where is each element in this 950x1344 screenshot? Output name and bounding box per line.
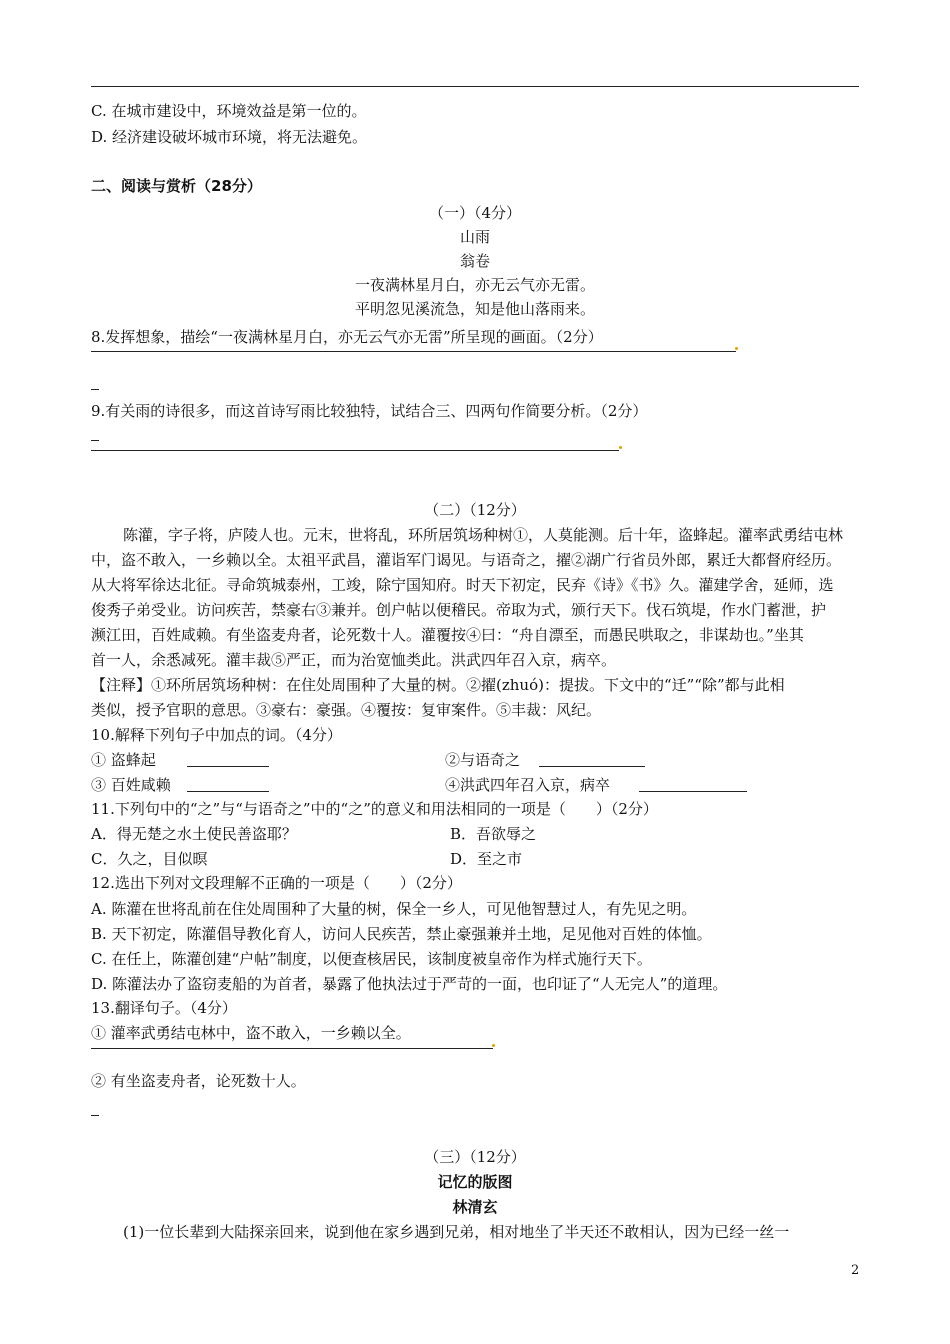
passage-line: 从大将军徐达北征。寻命筑城泰州，工竣，除宁国知府。时天下初定，民弃《诗》《书》久。灌建学舍，延师，选 [91, 576, 834, 594]
q10-item-4 [445, 775, 610, 795]
q11-option-b: B．吾欲辱之 [450, 825, 537, 843]
q11-option-c: C．久之，目似暝 [91, 850, 208, 868]
q10-blank-2[interactable] [539, 766, 645, 767]
question-11: 11.下列句中的“之”与“与语奇之”中的“之”的意义和用法相同的一项是（ ）（2分） [91, 800, 658, 818]
question-8: 8.发挥想象，描绘“一夜满林星月白，亦无云气亦无雷”所呈现的画面。（2分） [91, 328, 603, 346]
article-first-line: (1)一位长辈到大陆探亲回来，说到他在家乡遇到兄弟，相对地坐了半天还不敢相认，因为已经一丝一 [123, 1223, 790, 1241]
article-author: 林清玄 [452, 1198, 498, 1216]
q13-answer-dash-2 [91, 1115, 99, 1116]
question-9: 9.有关雨的诗很多，而这首诗写雨比较独特，试结合三、四两句作简要分析。（2分） [91, 402, 648, 420]
q11-option-a: A．得无楚之水土使民善盗耶？ [91, 825, 297, 843]
option-c: C. 在城市建设中，环境效益是第一位的。 [91, 102, 367, 120]
passage-line: 首一人，余悉减死。灌丰裁⑤严正，而为治宽恤类此。洪武四年召入京，病卒。 [91, 651, 617, 669]
poem-author: 翁卷 [459, 252, 490, 270]
q10-blank-1[interactable] [187, 766, 269, 767]
part1-label: （一）（4分） [428, 204, 522, 222]
q12-option-c: C. 在任上，陈灌创建“户帖”制度，以便查核居民，该制度被皇帝作为样式施行天下。 [91, 950, 652, 968]
passage-line: 陈灌，字子将，庐陵人也。元末，世将乱，环所居筑场种树①，人莫能测。后十年，盗蜂起。灌率武勇结屯林 [123, 526, 844, 544]
q10-item-3 [91, 775, 171, 795]
q12-option-b: B. 天下初定，陈灌倡导教化育人，访问人民疾苦，禁止豪强兼并土地，足见他对百姓的体恤。 [91, 925, 712, 943]
article-title: 记忆的版图 [437, 1173, 513, 1191]
answer-dash-9 [91, 440, 99, 441]
q10-blank-4[interactable] [639, 791, 747, 792]
poem-line-2: 平明忽见溪流急，知是他山落雨来。 [354, 300, 595, 318]
q12-option-d: D. 陈灌法办了盗窃麦船的为首者，暴露了他执法过于严苛的一面，也印证了“人无完人”的道理。 [91, 975, 728, 993]
q13-answer-line-1[interactable] [91, 1048, 493, 1049]
q13-item-2: ② 有坐盗麦舟者，论死数十人。 [91, 1072, 306, 1090]
notes-line-2: 类似，授予官职的意思。③豪右：豪强。④覆按：复审案件。⑤丰裁：风纪。 [91, 701, 602, 719]
q10-item-1-text: ① 盗蜂起 [91, 751, 156, 769]
page-number: 2 [851, 1263, 860, 1278]
q10-blank-3[interactable] [187, 791, 269, 792]
poem-title: 山雨 [459, 228, 490, 246]
option-d: D. 经济建设破坏城市环境，将无法避免。 [91, 128, 368, 146]
notes-line-1: 【注释】①环所居筑场种树：在住处周围种了大量的树。②擢(zhuó)：提拔。下文中的“迁”“除”都与此相 [91, 676, 785, 694]
section-heading: 二、阅读与赏析（28分） [91, 177, 262, 195]
passage-line: 中，盗不敢入，一乡赖以全。太祖平武昌，灌诣军门谒见。与语奇之，擢②湖广行省员外郎，累迁大都督府经历。 [91, 551, 842, 569]
answer-dot-9 [619, 446, 622, 449]
top-rule [91, 86, 859, 87]
answer-dash-8 [91, 389, 99, 390]
q10-item-3-text: ③ 百姓咸赖 [91, 776, 171, 794]
passage-line: 濒江田，百姓咸赖。有坐盗麦舟者，论死数十人。灌覆按④曰：“舟自漂至，而愚民哄取之，非谋劫也。”坐其 [91, 626, 804, 644]
answer-dot-8 [735, 347, 738, 350]
q13-answer-dot [492, 1044, 495, 1047]
answer-line-8[interactable] [91, 351, 736, 352]
question-10: 10.解释下列句子中加点的词。（4分） [91, 726, 342, 744]
q12-option-a: A. 陈灌在世将乱前在住处周围种了大量的树，保全一乡人，可见他智慧过人，有先见之明。 [91, 900, 697, 918]
question-13: 13.翻译句子。（4分） [91, 999, 237, 1017]
q13-item-1: ① 灌率武勇结屯林中，盗不敢入，一乡赖以全。 [91, 1024, 411, 1042]
q10-item-2 [445, 750, 520, 770]
q10-item-2-text: ②与语奇之 [445, 751, 521, 769]
poem-line-1: 一夜满林星月白，亦无云气亦无雷。 [354, 276, 595, 294]
q10-item-1 [91, 750, 156, 770]
question-12: 12.选出下列对文段理解不正确的一项是（ ）（2分） [91, 874, 462, 892]
passage-line: 俊秀子弟受业。访问疾苦，禁豪右③兼并。创户帖以便稽民。帝取为式，颁行天下。伐石筑堤，作水门蓄泄，护 [91, 601, 827, 619]
q10-item-4-text: ④洪武四年召入京，病卒 [445, 776, 611, 794]
part2-label: （二）（12分） [424, 501, 526, 519]
q11-option-d: D．至之市 [450, 850, 523, 868]
part3-label: （三）（12分） [424, 1148, 526, 1166]
answer-line-9[interactable] [91, 450, 619, 451]
